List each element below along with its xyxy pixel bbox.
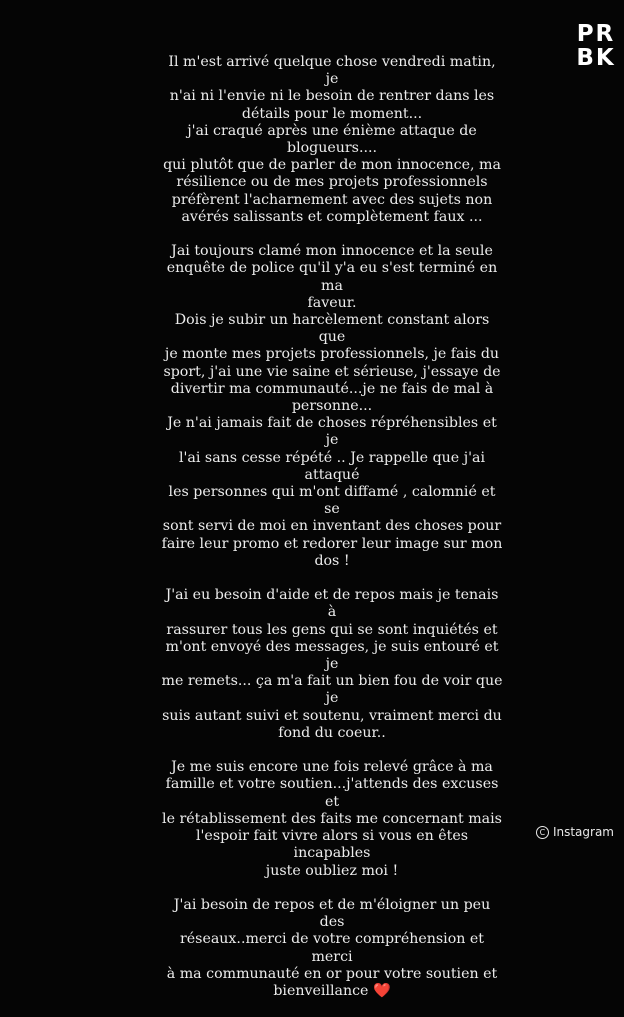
- text-line: blogueurs....: [286, 140, 378, 157]
- text-line: J'ai eu besoin d'aide et de repos mais je tenais à: [165, 587, 499, 621]
- text-line: J'ai besoin de repos et de m'éloigner un peu des: [173, 896, 491, 931]
- text-line: j'ai craqué après une énième attaque de: [187, 122, 477, 139]
- text-line: détails pour le moment...: [241, 105, 423, 122]
- purebreak-logo: [574, 22, 618, 70]
- text-line: dos !: [314, 552, 350, 569]
- paragraph-4: [160, 759, 504, 879]
- text-line: je monte mes projets professionnels, je fais du: [164, 346, 500, 363]
- text-line: sont servi de moi en inventant des choses pour: [162, 518, 502, 535]
- text-line: n'ai ni l'envie ni le besoin de rentrer dans les: [169, 88, 495, 105]
- text-line: avérés salissants et complètement faux ...: [181, 208, 483, 225]
- text-line: famille et votre soutien...j'attends des excuses et: [165, 776, 499, 810]
- text-line: à ma communauté en or pour votre soutien et: [166, 965, 498, 982]
- text-line: Je me suis encore une fois relevé grâce à ma: [171, 759, 493, 776]
- copyright-icon: C: [536, 826, 549, 839]
- text-line: Il m'est arrivé quelque chose vendredi matin, je: [168, 54, 496, 88]
- paragraph-5: [160, 897, 504, 1000]
- text-line: sport, j'ai une vie saine et sérieuse, j'essaye de: [163, 363, 501, 380]
- text-line: enquête de police qu'il y'a eu s'est terminé en ma: [166, 260, 498, 294]
- text-line: Je n'ai jamais fait de choses répréhensibles et je: [167, 415, 497, 449]
- text-line: réseaux..merci de votre compréhension et merci: [179, 931, 484, 965]
- paragraph-2: [160, 243, 504, 570]
- credit-label: Instagram: [552, 825, 614, 839]
- heart-icon: ❤️: [372, 982, 391, 999]
- text-line: m'ont envoyé des messages, je suis entouré et je: [165, 638, 499, 673]
- text-line: les personnes qui m'ont diffamé , calomnié et se: [168, 484, 496, 518]
- text-line: me remets... ça m'a fait un bien fou de voir que je: [161, 673, 503, 707]
- text-line: préfèrent l'acharnement avec des sujets non: [171, 191, 493, 208]
- paragraph-1: [160, 54, 504, 226]
- text-line: Dois je subir un harcèlement constant alors que: [174, 312, 490, 346]
- story-message: [160, 54, 504, 1017]
- text-line: fond du coeur..: [278, 724, 386, 741]
- paragraph-3: [160, 587, 504, 742]
- text-line: suis autant suivi et soutenu, vraiment merci du: [162, 707, 502, 724]
- text-line: qui plutôt que de parler de mon innocence, ma: [163, 157, 501, 174]
- logo-line-1: PR: [576, 21, 616, 47]
- text-line-content: bienveillance: [273, 982, 369, 999]
- text-line: l'espoir fait vivre alors si vous en êtes incapables: [195, 828, 469, 862]
- text-line-last: [160, 983, 504, 1000]
- text-line: personne...: [291, 398, 373, 415]
- text-line: faveur.: [307, 294, 357, 311]
- text-line: faire leur promo et redorer leur image sur mon: [161, 535, 503, 552]
- text-line: Jai toujours clamé mon innocence et la seule: [171, 243, 493, 260]
- text-line: l'ai sans cesse répété .. Je rappelle que j'ai attaqué: [178, 449, 485, 483]
- text-line: le rétablissement des faits me concernant mais: [162, 810, 502, 827]
- text-line: juste oubliez moi !: [265, 862, 399, 879]
- logo-line-2: BK: [576, 45, 616, 71]
- text-line: résilience ou de mes projets professionnels: [176, 174, 488, 191]
- text-line: rassurer tous les gens qui se sont inquiétés et: [166, 621, 498, 638]
- instagram-credit: [536, 825, 614, 839]
- text-line: divertir ma communauté...je ne fais de mal à: [170, 380, 494, 397]
